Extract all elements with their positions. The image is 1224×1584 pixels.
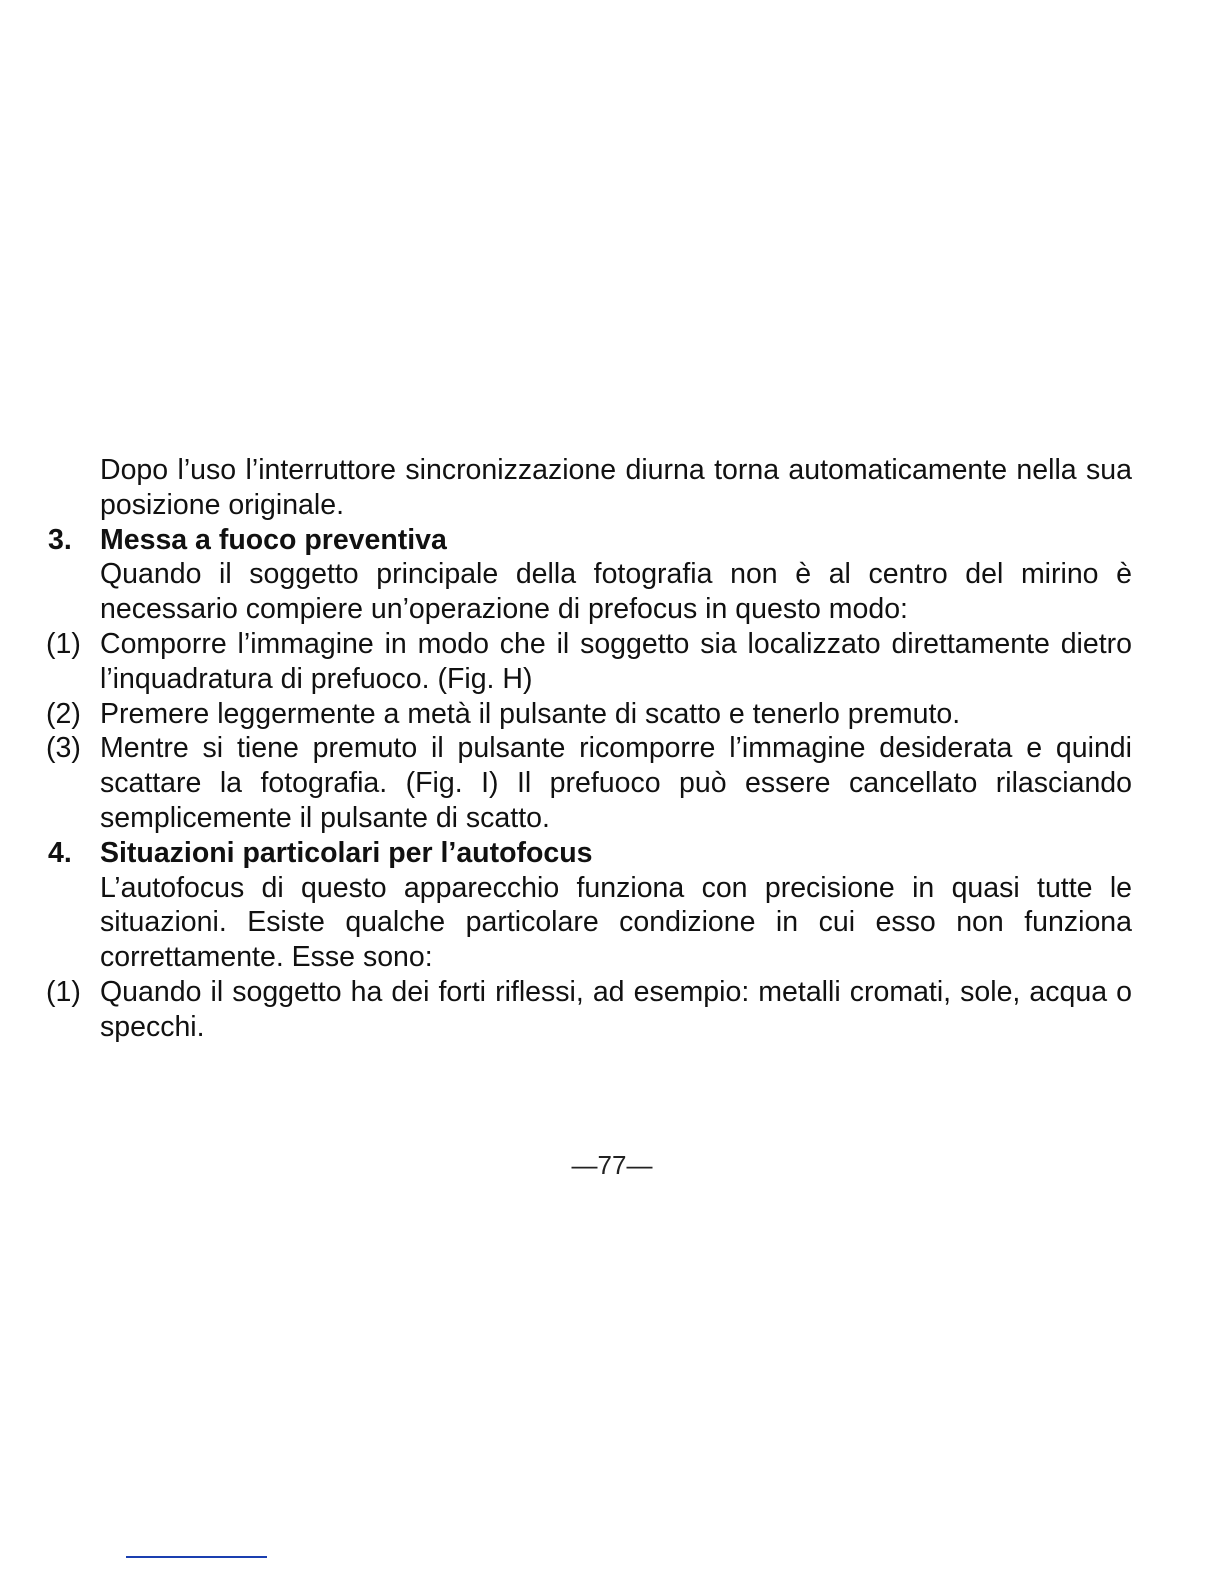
list-item (46, 627, 1132, 697)
list-item (46, 975, 1132, 1045)
intro-text: Dopo l’uso l’interruttore sincronizzazione diurna torna automaticamente nella sua posizione originale. (100, 454, 1132, 521)
section-body: Quando il soggetto principale della fotografia non è al centro del mirino è necessario compiere un’operazione di prefocus in questo modo: (100, 558, 1132, 626)
footer-rule (126, 1556, 267, 1558)
section-3 (46, 523, 1132, 627)
list-item-text: Mentre si tiene premuto il pulsante ricomporre l’immagine desiderata e quindi scattare la fotografia. (Fig. I) Il prefuoco può essere cancellato rilasciando semplicemente il pulsante di scatto. (100, 732, 1132, 834)
section-4 (46, 836, 1132, 975)
list-item-marker: (3) (46, 732, 81, 765)
list-item-text: Quando il soggetto ha dei forti riflessi, ad esempio: metalli cromati, sole, acqua o specchi. (100, 975, 1132, 1043)
list-item-marker: (1) (46, 627, 81, 660)
list-item (46, 731, 1132, 835)
page-number: —77— (571, 1150, 653, 1180)
list-item (46, 697, 1132, 732)
section-number: 3. (48, 523, 72, 556)
intro-paragraph (46, 453, 1132, 523)
section-heading: Messa a fuoco preventiva (100, 523, 447, 556)
list-item-marker: (1) (46, 975, 81, 1008)
section-heading: Situazioni particolari per l’autofocus (100, 836, 593, 869)
list-item-text: Premere leggermente a metà il pulsante di scatto e tenerlo premuto. (100, 697, 961, 730)
manual-page-content (46, 453, 1132, 1045)
list-item-text: Comporre l’immagine in modo che il soggetto sia localizzato direttamente dietro l’inquadratura di prefuoco. (Fig. H) (100, 627, 1132, 695)
section-body: L’autofocus di questo apparecchio funziona con precisione in quasi tutte le situazioni. Esiste qualche particolare condizione in cui esso non funziona correttamente. Esse sono: (100, 871, 1132, 974)
list-item-marker: (2) (46, 697, 81, 730)
section-number: 4. (48, 836, 72, 869)
